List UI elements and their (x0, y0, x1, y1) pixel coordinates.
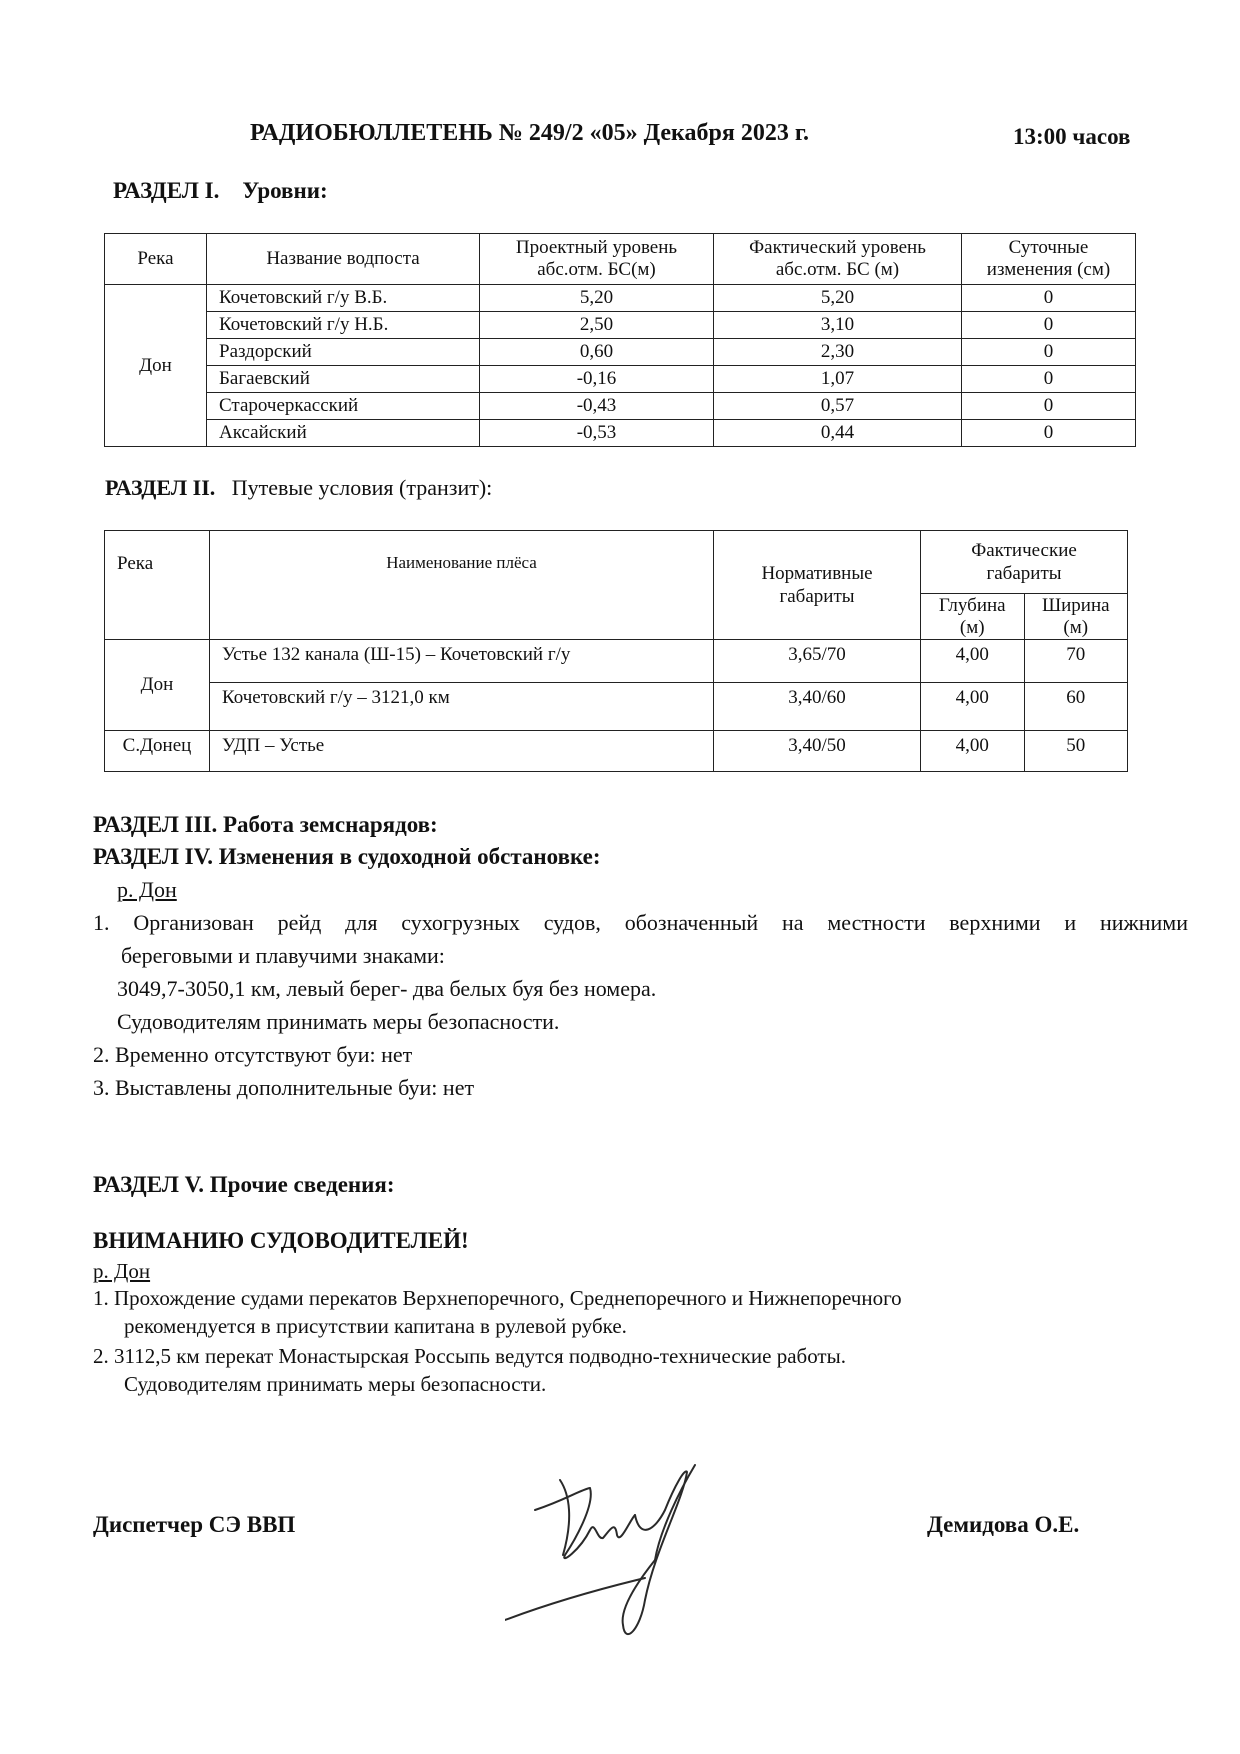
levels-col-change (962, 234, 1136, 285)
transit-width: 50 (1024, 731, 1128, 772)
levels-post: Аксайский (207, 420, 480, 447)
levels-project: 2,50 (480, 312, 714, 339)
table-row (105, 366, 1136, 393)
section2-heading (105, 475, 492, 501)
levels-project: -0,53 (480, 420, 714, 447)
section4-river: р. Дон (117, 877, 177, 902)
transit-col-depth-line2: (м) (959, 616, 985, 638)
levels-project: -0,43 (480, 393, 714, 420)
attention-river: р. Дон (93, 1259, 151, 1283)
levels-change: 0 (962, 366, 1136, 393)
table-row (105, 683, 1128, 731)
levels-project: -0,16 (480, 366, 714, 393)
table-row (105, 420, 1136, 447)
levels-change: 0 (962, 285, 1136, 312)
levels-river-cell: Дон (105, 285, 207, 447)
levels-actual: 2,30 (714, 339, 962, 366)
levels-post: Раздорский (207, 339, 480, 366)
section4-item1-line2: береговыми и плавучими знаками: (121, 943, 445, 968)
levels-actual: 3,10 (714, 312, 962, 339)
levels-col-project (480, 234, 714, 285)
levels-table (104, 233, 1136, 447)
transit-header-row-1 (105, 531, 1128, 594)
levels-actual: 0,57 (714, 393, 962, 420)
attention-item2-line1: 2. 3112,5 км перекат Монастырская Россыпь ведутся подводно-технические работы. (93, 1344, 846, 1368)
levels-col-post: Название водпоста (207, 234, 480, 285)
attention-item1-line2: рекомендуется в присутствии капитана в рулевой рубке. (124, 1314, 627, 1338)
levels-post: Старочеркасский (207, 393, 480, 420)
transit-col-reach: Наименование плёса (210, 531, 714, 640)
table-row (105, 640, 1128, 683)
levels-table-header (105, 234, 1136, 285)
handwritten-signature (505, 1460, 745, 1645)
transit-norm: 3,40/60 (714, 683, 921, 731)
section2-label: РАЗДЕЛ II. (105, 475, 216, 500)
section4-title: РАЗДЕЛ IV. Изменения в судоходной обстановке: (93, 844, 601, 869)
levels-actual: 1,07 (714, 366, 962, 393)
table-row (105, 312, 1136, 339)
levels-project: 0,60 (480, 339, 714, 366)
section1-title: Уровни: (242, 178, 328, 203)
transit-depth: 4,00 (921, 731, 1025, 772)
transit-col-width-line2: (м) (1063, 616, 1089, 638)
bulletin-time: 13:00 часов (1013, 124, 1131, 149)
levels-actual: 5,20 (714, 285, 962, 312)
levels-change: 0 (962, 420, 1136, 447)
levels-col-change-line2: изменения (см) (986, 259, 1111, 280)
transit-width: 60 (1024, 683, 1128, 731)
transit-col-norm-line1: Нормативные (761, 563, 873, 584)
levels-col-project-line2: абс.отм. БС(м) (537, 259, 656, 280)
attention-item2-line2: Судоводителям принимать меры безопасности. (124, 1372, 547, 1396)
table-row (105, 339, 1136, 366)
signatory-name: Демидова О.Е. (927, 1512, 1080, 1537)
section3-title: РАЗДЕЛ III. Работа земснарядов: (93, 812, 438, 837)
transit-norm: 3,40/50 (714, 731, 921, 772)
transit-col-river: Река (105, 531, 210, 640)
levels-col-actual-line1: Фактический уровень (749, 237, 926, 258)
levels-post: Багаевский (207, 366, 480, 393)
transit-col-actual (921, 531, 1128, 594)
section4-item3: 3. Выставлены дополнительные буи: нет (93, 1075, 475, 1100)
transit-width: 70 (1024, 640, 1128, 683)
transit-norm: 3,65/70 (714, 640, 921, 683)
transit-col-width-line1: Ширина (1041, 594, 1110, 616)
transit-river-sdonets: С.Донец (105, 731, 210, 772)
transit-table (104, 530, 1128, 772)
attention-title: ВНИМАНИЮ СУДОВОДИТЕЛЕЙ! (93, 1228, 469, 1253)
levels-change: 0 (962, 312, 1136, 339)
levels-change: 0 (962, 393, 1136, 420)
levels-post: Кочетовский г/у В.Б. (207, 285, 480, 312)
levels-col-actual-line2: абс.отм. БС (м) (775, 259, 900, 280)
section4-item2: 2. Временно отсутствуют буи: нет (93, 1042, 413, 1067)
transit-col-width (1024, 594, 1128, 640)
section5-title: РАЗДЕЛ V. Прочие сведения: (93, 1172, 395, 1197)
section4-item1-line1: 1. Организован рейд для сухогрузных судов, обозначенный на местности верхними и нижними (93, 910, 1188, 935)
transit-col-depth (921, 594, 1025, 640)
transit-reach: Кочетовский г/у – 3121,0 км (210, 683, 714, 731)
section2-title: Путевые условия (транзит): (231, 475, 493, 500)
signatory-position: Диспетчер СЭ ВВП (93, 1512, 296, 1537)
levels-project: 5,20 (480, 285, 714, 312)
levels-col-change-line1: Суточные (1008, 237, 1089, 258)
levels-post: Кочетовский г/у Н.Б. (207, 312, 480, 339)
transit-reach: УДП – Устье (210, 731, 714, 772)
levels-actual: 0,44 (714, 420, 962, 447)
attention-item1-line1: 1. Прохождение судами перекатов Верхнепоречного, Среднепоречного и Нижнепоречного (93, 1286, 902, 1310)
levels-change: 0 (962, 339, 1136, 366)
transit-col-norm (714, 531, 921, 640)
transit-river-don: Дон (105, 640, 210, 731)
bulletin-title: РАДИОБЮЛЛЕТЕНЬ № 249/2 «05» Декабря 2023 г. (250, 120, 810, 146)
section1-label: РАЗДЕЛ I. (113, 178, 220, 203)
levels-col-actual (714, 234, 962, 285)
section4-item1-line3: 3049,7-3050,1 км, левый берег- два белых буя без номера. (117, 976, 657, 1001)
transit-reach: Устье 132 канала (Ш-15) – Кочетовский г/у (210, 640, 714, 683)
transit-depth: 4,00 (921, 683, 1025, 731)
table-row (105, 731, 1128, 772)
section4-item1-line4: Судоводителям принимать меры безопасности. (117, 1009, 560, 1034)
transit-col-norm-line2: габариты (779, 586, 855, 607)
transit-col-depth-line1: Глубина (938, 594, 1006, 616)
table-row (105, 285, 1136, 312)
transit-depth: 4,00 (921, 640, 1025, 683)
section1-heading (113, 178, 328, 204)
table-row (105, 393, 1136, 420)
levels-col-river: Река (105, 234, 207, 285)
transit-col-actual-line2: габариты (986, 563, 1062, 584)
transit-col-actual-line1: Фактические (971, 540, 1077, 561)
levels-col-project-line1: Проектный уровень (515, 237, 678, 258)
